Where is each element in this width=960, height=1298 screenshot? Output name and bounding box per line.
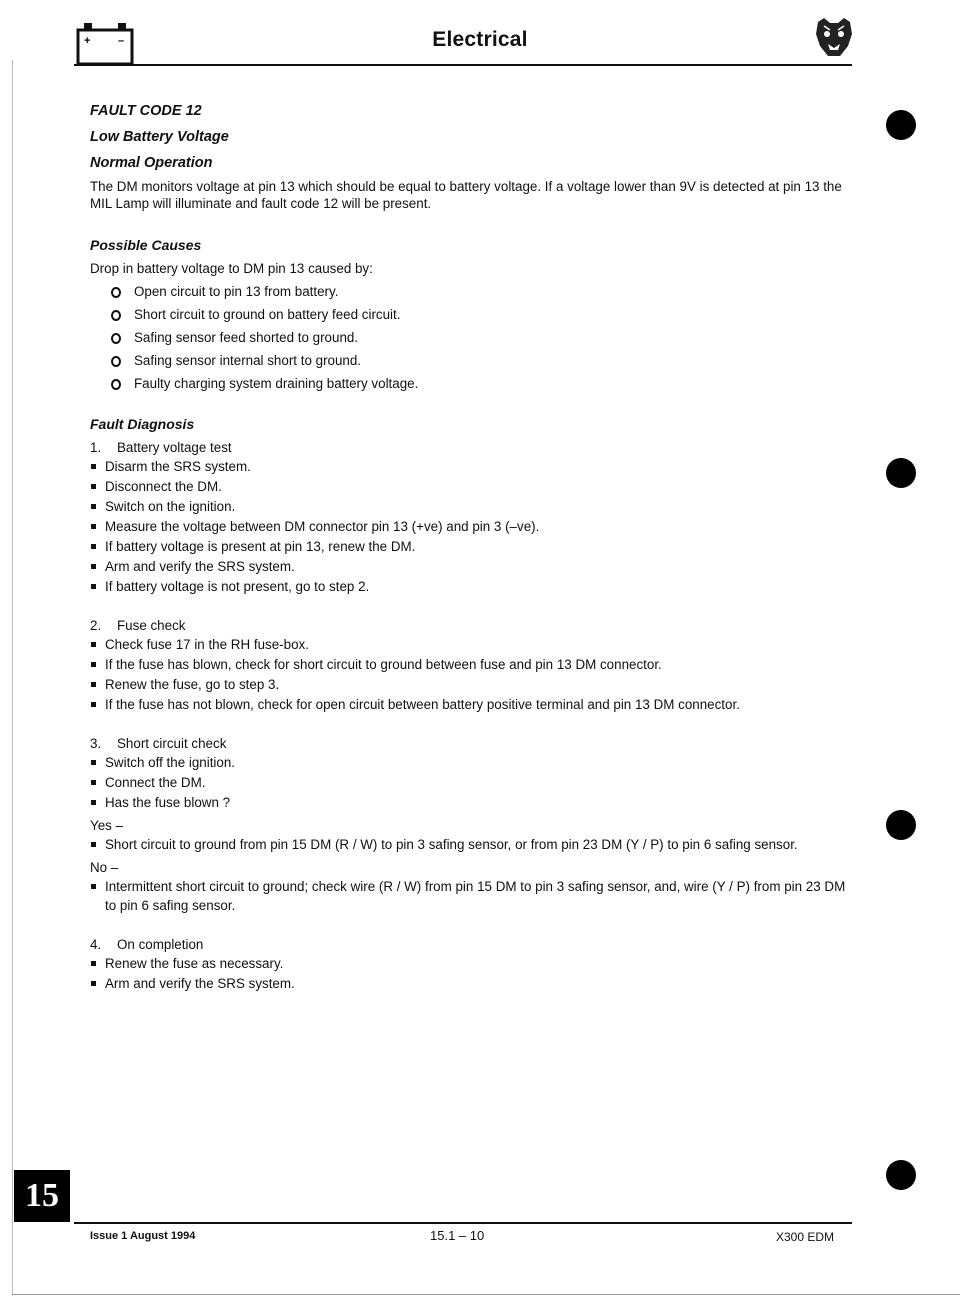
no-list (90, 877, 860, 915)
list-item: Disconnect the DM. (90, 477, 860, 496)
fault-name-heading: Low Battery Voltage (90, 129, 229, 145)
fault-code-heading: FAULT CODE 12 (90, 103, 202, 119)
battery-plus: + (84, 35, 91, 47)
left-margin-rule (12, 60, 13, 1296)
content (90, 98, 860, 994)
header-rule (74, 64, 852, 66)
footer-rule (74, 1222, 852, 1224)
list-item: Disarm the SRS system. (90, 457, 860, 476)
yes-label: Yes – (90, 818, 124, 833)
battery-minus: – (118, 35, 125, 47)
footer-doc-code: X300 EDM (776, 1230, 835, 1244)
list-item: Safing sensor feed shorted to ground. (90, 328, 860, 347)
list-item: Check fuse 17 in the RH fuse-box. (90, 635, 860, 654)
jaguar-logo-icon (810, 14, 858, 62)
footer-issue: Issue 1 August 1994 (90, 1230, 196, 1242)
list-item: Arm and verify the SRS system. (90, 557, 860, 576)
list-item: If battery voltage is not present, go to step 2. (90, 577, 860, 596)
section-tab: 15 (14, 1170, 70, 1222)
possible-causes-intro: Drop in battery voltage to DM pin 13 caused by: (90, 261, 373, 276)
list-item: If the fuse has blown, check for short circuit to ground between fuse and pin 13 DM connector. (90, 655, 860, 674)
page-title: Electrical (432, 28, 528, 51)
list-item: Has the fuse blown ? (90, 793, 860, 812)
list-item: Switch on the ignition. (90, 497, 860, 516)
step-3-title: 3. Short circuit check (90, 736, 227, 751)
list-item: Measure the voltage between DM connector pin 13 (+ve) and pin 3 (–ve). (90, 517, 860, 536)
no-label: No – (90, 860, 119, 875)
normal-operation-heading: Normal Operation (90, 155, 213, 171)
possible-causes-heading: Possible Causes (90, 237, 202, 253)
binder-hole (886, 810, 916, 840)
binder-hole (886, 458, 916, 488)
list-item: Renew the fuse, go to step 3. (90, 675, 860, 694)
list-item: Switch off the ignition. (90, 753, 860, 772)
list-item: Faulty charging system draining battery voltage. (90, 374, 860, 393)
list-item: Short circuit to ground on battery feed circuit. (90, 305, 860, 324)
normal-operation-text: The DM monitors voltage at pin 13 which should be equal to battery voltage. If a voltage lower than 9V is detected at pin 13 the MIL Lamp will illuminate and fault code 12 will be present. (90, 179, 842, 211)
step-4-list (90, 954, 860, 993)
list-item: Intermittent short circuit to ground; check wire (R / W) from pin 15 DM to pin 3 safing sensor, and, wire (Y / P) from pin 23 DM to pin 6 safing sensor. (90, 877, 860, 915)
list-item: If the fuse has not blown, check for open circuit between battery positive terminal and pin 13 DM connector. (90, 695, 860, 714)
footer-page-number: 15.1 – 10 (430, 1228, 485, 1243)
binder-hole (886, 110, 916, 140)
list-item: Safing sensor internal short to ground. (90, 351, 860, 370)
list-item: If battery voltage is present at pin 13, renew the DM. (90, 537, 860, 556)
step-1-title: 1. Battery voltage test (90, 440, 232, 455)
step-3-list (90, 753, 860, 812)
list-item: Connect the DM. (90, 773, 860, 792)
page-bottom-rule (12, 1294, 960, 1295)
possible-causes-list (90, 282, 860, 393)
fault-diagnosis-heading: Fault Diagnosis (90, 416, 195, 432)
list-item: Open circuit to pin 13 from battery. (90, 282, 860, 301)
step-1-list (90, 457, 860, 596)
step-2-list (90, 635, 860, 714)
binder-hole (886, 1160, 916, 1190)
list-item: Short circuit to ground from pin 15 DM (R / W) to pin 3 safing sensor, or from pin 23 DM (Y / P) to pin 6 safing sensor. (90, 835, 860, 854)
list-item: Renew the fuse as necessary. (90, 954, 860, 973)
yes-list (90, 835, 860, 854)
step-4-title: 4. On completion (90, 937, 204, 952)
list-item: Arm and verify the SRS system. (90, 974, 860, 993)
step-2-title: 2. Fuse check (90, 618, 186, 633)
